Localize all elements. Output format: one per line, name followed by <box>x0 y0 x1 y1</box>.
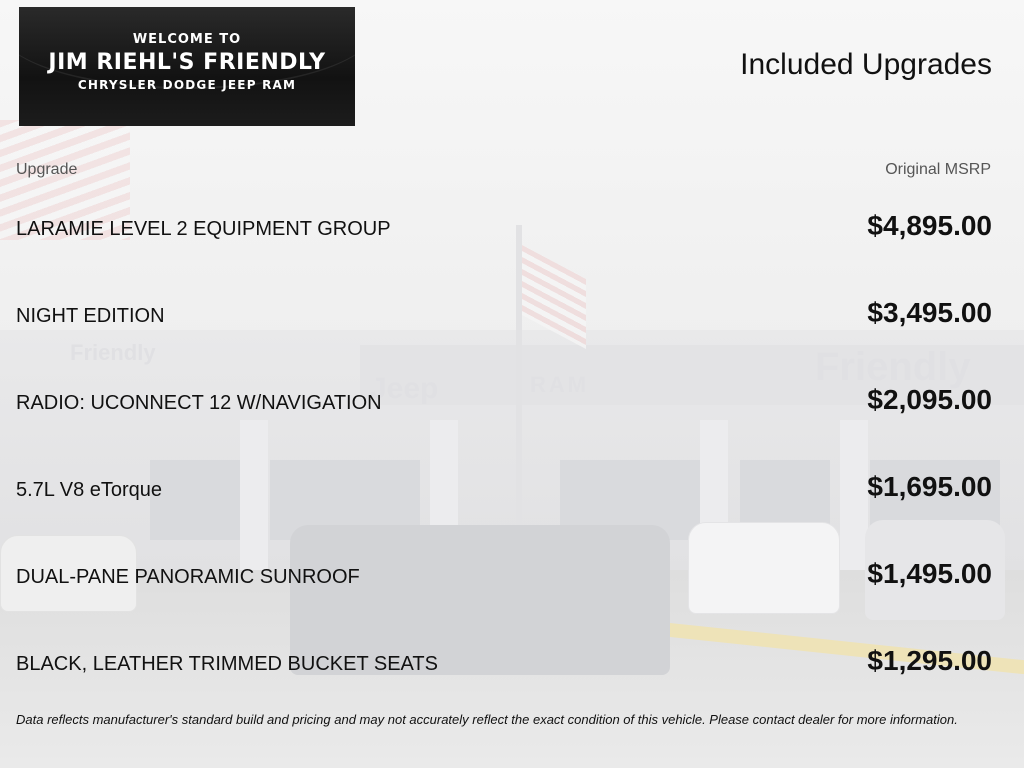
upgrade-row <box>0 643 1024 683</box>
upgrade-row <box>0 208 1024 248</box>
column-header-upgrade: Upgrade <box>16 161 78 178</box>
upgrade-name: 5.7L V8 eTorque <box>16 479 163 501</box>
upgrade-price: $1,295.00 <box>867 645 992 676</box>
logo-brands-text: CHRYSLER DODGE JEEP RAM <box>77 78 297 92</box>
upgrade-row <box>0 295 1024 335</box>
upgrade-row <box>0 556 1024 596</box>
background-dealership-photo: Jeep RAM Friendly Friendly <box>0 0 1024 768</box>
column-header-msrp: Original MSRP <box>885 161 991 178</box>
upgrade-price: $4,895.00 <box>867 210 992 241</box>
upgrade-price: $1,495.00 <box>867 558 992 589</box>
upgrade-row <box>0 469 1024 509</box>
upgrade-name: LARAMIE LEVEL 2 EQUIPMENT GROUP <box>16 218 391 240</box>
upgrade-price: $1,695.00 <box>867 471 992 502</box>
upgrade-row <box>0 382 1024 422</box>
upgrade-name: RADIO: UCONNECT 12 W/NAVIGATION <box>16 392 382 414</box>
upgrade-name: NIGHT EDITION <box>16 305 165 327</box>
upgrade-price: $3,495.00 <box>867 297 992 328</box>
upgrade-name: BLACK, LEATHER TRIMMED BUCKET SEATS <box>16 653 438 675</box>
disclaimer-text: Data reflects manufacturer's standard build and pricing and may not accurately reflect the exact condition of this vehicle. Please contact dealer for more information. <box>16 712 958 727</box>
logo-welcome-text: WELCOME TO <box>132 32 242 47</box>
upgrade-name: DUAL-PANE PANORAMIC SUNROOF <box>16 566 360 588</box>
logo-dealer-name: JIM RIEHL'S FRIENDLY <box>48 50 326 75</box>
page-title: Included Upgrades <box>740 48 992 81</box>
upgrade-price: $2,095.00 <box>867 384 992 415</box>
